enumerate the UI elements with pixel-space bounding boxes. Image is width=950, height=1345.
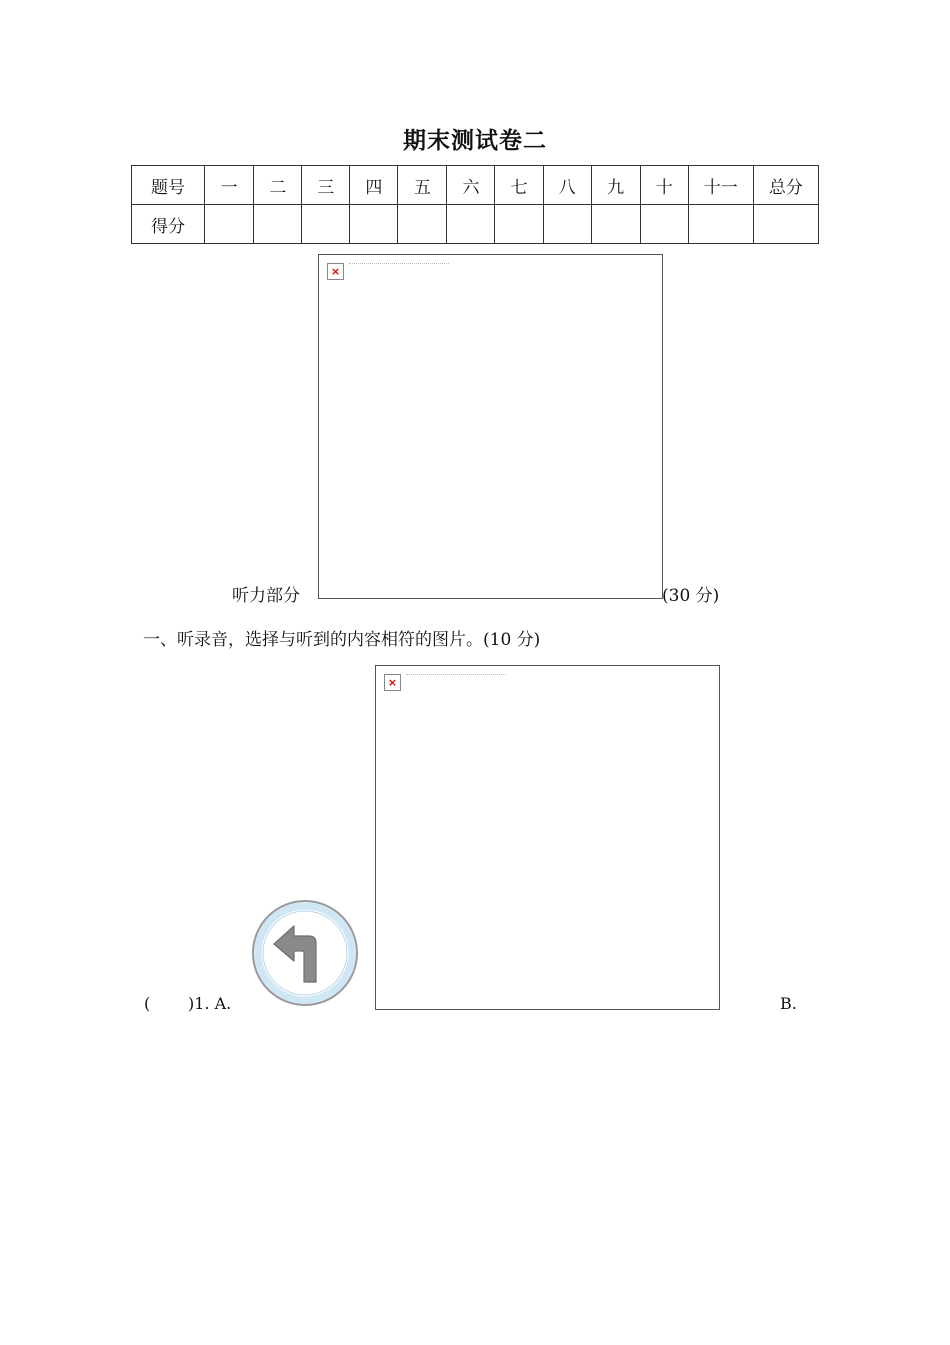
header-cell: 题号	[132, 166, 205, 205]
score-cell[interactable]	[753, 205, 818, 244]
header-cell: 九	[591, 166, 640, 205]
score-cell[interactable]	[254, 205, 302, 244]
answer-paren-open: (	[144, 994, 151, 1013]
option-b-label: B.	[780, 994, 797, 1013]
header-cell: 三	[302, 166, 350, 205]
header-cell: 五	[398, 166, 447, 205]
question-one-instruction: 一、听录音，选择与听到的内容相符的图片。(10 分)	[143, 630, 541, 650]
turn-left-sign-icon	[250, 898, 360, 1008]
score-cell[interactable]	[398, 205, 447, 244]
score-cell[interactable]	[205, 205, 254, 244]
broken-image-icon: ×	[384, 674, 401, 691]
header-cell: 六	[447, 166, 495, 205]
score-cell[interactable]	[447, 205, 495, 244]
broken-image-icon: ×	[327, 263, 344, 280]
header-cell: 四	[350, 166, 398, 205]
header-cell: 总分	[753, 166, 818, 205]
header-cell: 八	[543, 166, 591, 205]
score-row	[132, 205, 819, 244]
header-cell: 二	[254, 166, 302, 205]
page-title: 期末测试卷二	[403, 128, 547, 154]
image-caption-line	[406, 674, 506, 675]
score-cell[interactable]	[495, 205, 543, 244]
header-cell: 七	[495, 166, 543, 205]
image-caption-line	[349, 263, 449, 264]
header-cell: 十	[640, 166, 688, 205]
listening-image-placeholder	[318, 254, 663, 599]
score-table	[131, 165, 819, 244]
header-cell: 十一	[688, 166, 753, 205]
score-cell[interactable]	[543, 205, 591, 244]
score-cell[interactable]	[640, 205, 688, 244]
score-label-cell: 得分	[132, 205, 205, 244]
score-cell[interactable]	[688, 205, 753, 244]
listening-section-label: 听力部分	[232, 586, 300, 606]
score-cell[interactable]	[350, 205, 398, 244]
score-cell[interactable]	[302, 205, 350, 244]
listening-section-points: (30 分)	[662, 586, 720, 606]
score-cell[interactable]	[591, 205, 640, 244]
header-cell: 一	[205, 166, 254, 205]
score-header-row	[132, 166, 819, 205]
question-1-number: )1. A.	[188, 994, 232, 1013]
question-1-image-placeholder	[375, 665, 720, 1010]
